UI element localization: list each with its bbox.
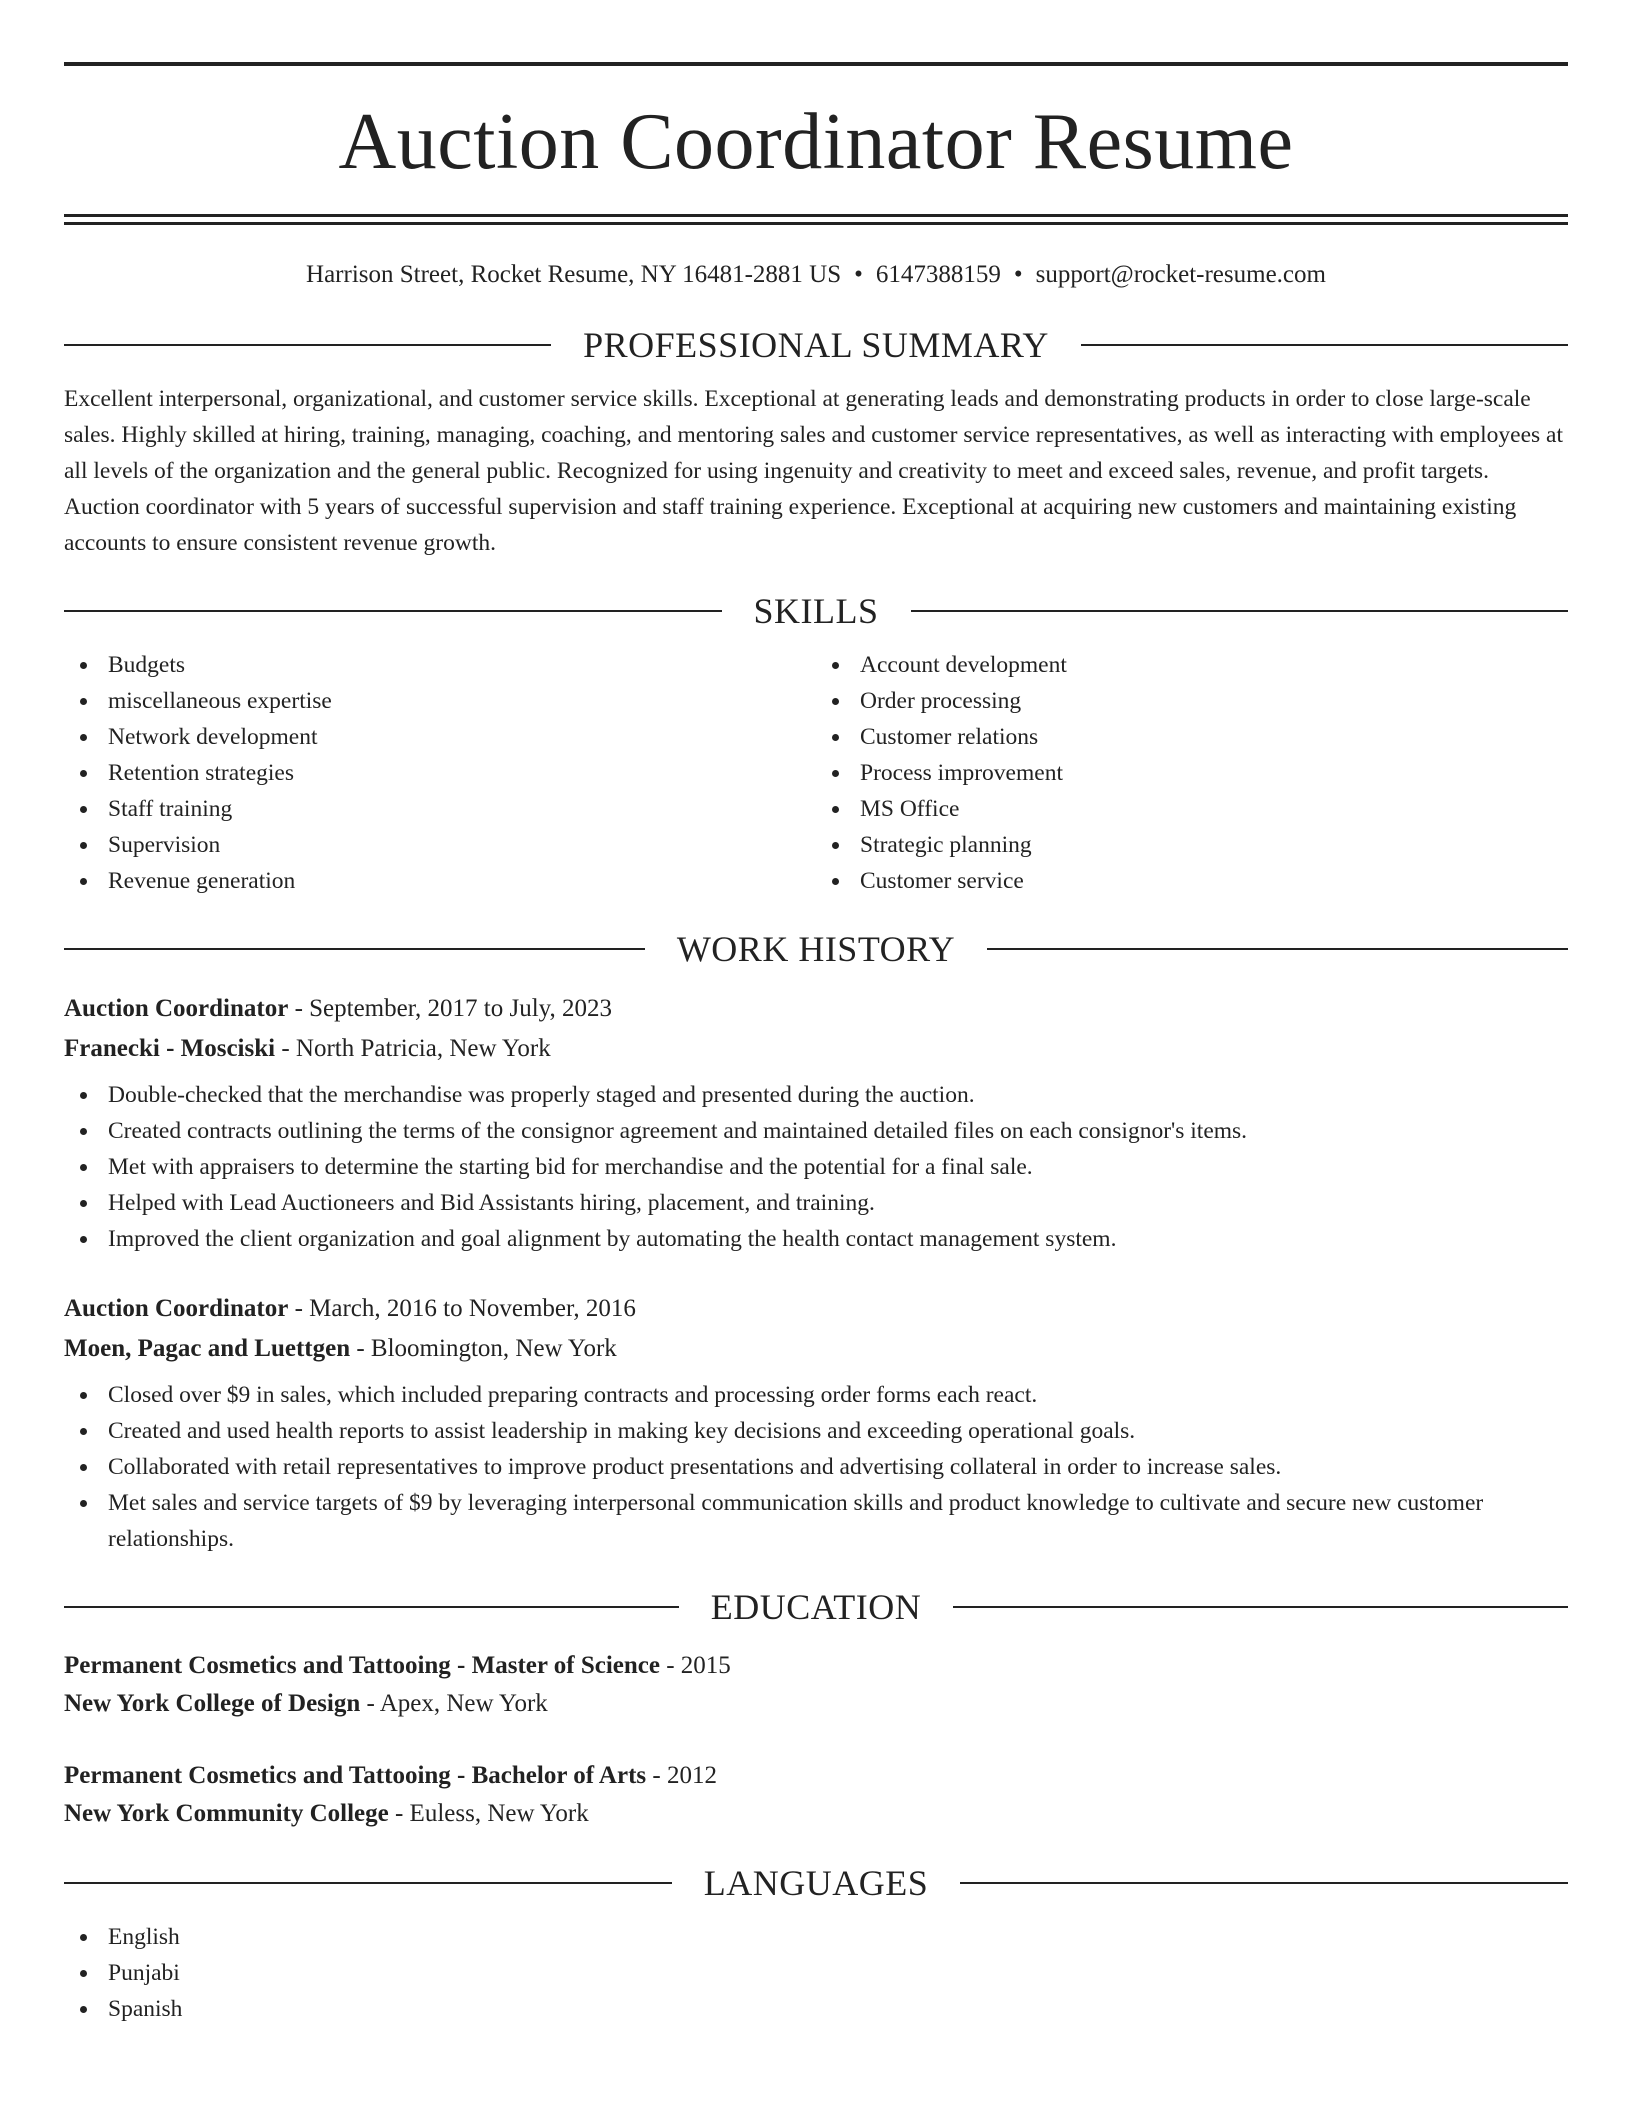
skill-item: miscellaneous expertise [64, 683, 816, 719]
job-bullet: Met with appraisers to determine the starting bid for merchandise and the potential for a final sale. [64, 1149, 1568, 1185]
skill-item: Customer service [816, 863, 1568, 899]
job-company: Moen, Pagac and Luettgen [64, 1335, 351, 1362]
heading-rule [64, 1882, 672, 1884]
skill-item: MS Office [816, 791, 1568, 827]
heading-rule [953, 1606, 1568, 1608]
education-location: - Euless, New York [388, 1800, 589, 1827]
job-company: Franecki - Mosciski [64, 1035, 276, 1062]
education-year: - 2015 [659, 1652, 731, 1679]
section-heading-label: WORK HISTORY [676, 929, 956, 969]
section-heading-skills [64, 589, 1568, 633]
job-title-line [64, 989, 1568, 1029]
job-company-line [64, 1329, 1568, 1369]
education-location: - Apex, New York [360, 1690, 548, 1717]
section-heading-languages [64, 1861, 1568, 1905]
job-bullet: Created and used health reports to assist leadership in making key decisions and exceeding operational goals. [64, 1413, 1568, 1449]
skill-item: Supervision [64, 827, 816, 863]
education-school-line [64, 1685, 1568, 1723]
heading-rule [911, 610, 1569, 612]
skill-item: Order processing [816, 683, 1568, 719]
section-heading-education [64, 1585, 1568, 1629]
job-bullet: Improved the client organization and goal alignment by automating the health contact management system. [64, 1221, 1568, 1257]
job-bullet: Helped with Lead Auctioneers and Bid Assistants hiring, placement, and training. [64, 1185, 1568, 1221]
skill-item: Retention strategies [64, 755, 816, 791]
job-dates: - March, 2016 to November, 2016 [288, 1295, 636, 1322]
heading-rule [64, 610, 722, 612]
job-title-line [64, 1289, 1568, 1329]
education-degree-line [64, 1757, 1568, 1795]
education-degree-line [64, 1647, 1568, 1685]
contact-phone: 6147388159 [875, 261, 1001, 288]
contact-separator: • [1013, 261, 1023, 288]
job-entry [64, 989, 1568, 1257]
section-heading-work [64, 927, 1568, 971]
skill-item: Customer relations [816, 719, 1568, 755]
section-heading-label: PROFESSIONAL SUMMARY [583, 325, 1049, 365]
heading-rule [64, 1606, 679, 1608]
job-bullets [64, 1377, 1568, 1557]
section-heading-summary [64, 323, 1568, 367]
contact-email: support@rocket-resume.com [1035, 261, 1326, 288]
language-item: English [64, 1919, 1568, 1955]
contact-line [64, 259, 1568, 291]
job-role: Auction Coordinator [64, 1295, 289, 1322]
heading-rule [64, 948, 645, 950]
job-bullet: Double-checked that the merchandise was properly staged and presented during the auction. [64, 1077, 1568, 1113]
job-bullets [64, 1077, 1568, 1257]
skills-list [64, 647, 1568, 899]
job-bullet: Collaborated with retail representatives to improve product presentations and advertising collateral in order to increase sales. [64, 1449, 1568, 1485]
heading-rule [64, 344, 551, 346]
top-rule [64, 62, 1568, 66]
section-heading-label: EDUCATION [710, 1587, 922, 1627]
section-heading-label: SKILLS [753, 591, 879, 631]
summary-paragraph: Excellent interpersonal, organizational, and customer service skills. Exceptional at generating leads and demonstrating products in order to close large-scale sales. Highly skilled at hiring, training, managing, coaching, and mentoring sales and customer service representatives, as well as interacting with employees at all levels of the organization and the general public. Recognized for using ingenuity and creativity to meet and exceed sales, revenue, and profit targets. Auction coordinator with 5 years of successful supervision and staff training experience. Exceptional at acquiring new customers and maintaining existing accounts to ensure consistent revenue growth. [64, 386, 1563, 556]
skill-item: Revenue generation [64, 863, 816, 899]
education-entry [64, 1647, 1568, 1723]
skill-item: Account development [816, 647, 1568, 683]
skills-column-left [64, 647, 816, 899]
heading-rule [960, 1882, 1568, 1884]
skill-item: Budgets [64, 647, 816, 683]
job-location: - Bloomington, New York [350, 1335, 617, 1362]
resume-title: Auction Coordinator Resume [338, 98, 1294, 186]
language-item: Punjabi [64, 1955, 1568, 1991]
education-degree: Permanent Cosmetics and Tattooing - Master of Science [64, 1652, 660, 1679]
education-degree: Permanent Cosmetics and Tattooing - Bachelor of Arts [64, 1762, 647, 1789]
job-company-line [64, 1029, 1568, 1069]
skill-item: Process improvement [816, 755, 1568, 791]
languages-list [64, 1919, 1568, 2027]
job-role: Auction Coordinator [64, 995, 289, 1022]
skill-item: Strategic planning [816, 827, 1568, 863]
skills-column-right [816, 647, 1568, 899]
education-school: New York College of Design [64, 1690, 361, 1717]
job-location: - North Patricia, New York [275, 1035, 551, 1062]
heading-rule [1081, 344, 1568, 346]
section-heading-label: LANGUAGES [703, 1863, 929, 1903]
skill-item: Network development [64, 719, 816, 755]
education-school-line [64, 1795, 1568, 1833]
education-year: - 2012 [646, 1762, 717, 1789]
job-bullet: Closed over $9 in sales, which included preparing contracts and processing order forms each react. [64, 1377, 1568, 1413]
skill-item: Staff training [64, 791, 816, 827]
education-school: New York Community College [64, 1800, 389, 1827]
job-bullet: Met sales and service targets of $9 by leveraging interpersonal communication skills and product knowledge to cultivate and secure new customer relationships. [64, 1485, 1568, 1557]
education-entry [64, 1757, 1568, 1833]
language-item: Spanish [64, 1991, 1568, 2027]
job-entry [64, 1289, 1568, 1557]
job-bullet: Created contracts outlining the terms of the consignor agreement and maintained detailed files on each consignor's items. [64, 1113, 1568, 1149]
contact-separator: • [854, 261, 863, 288]
title-double-rule [64, 214, 1568, 225]
contact-address: Harrison Street, Rocket Resume, NY 16481-2881 US [306, 261, 842, 288]
job-dates: - September, 2017 to July, 2023 [288, 995, 613, 1022]
heading-rule [987, 948, 1568, 950]
